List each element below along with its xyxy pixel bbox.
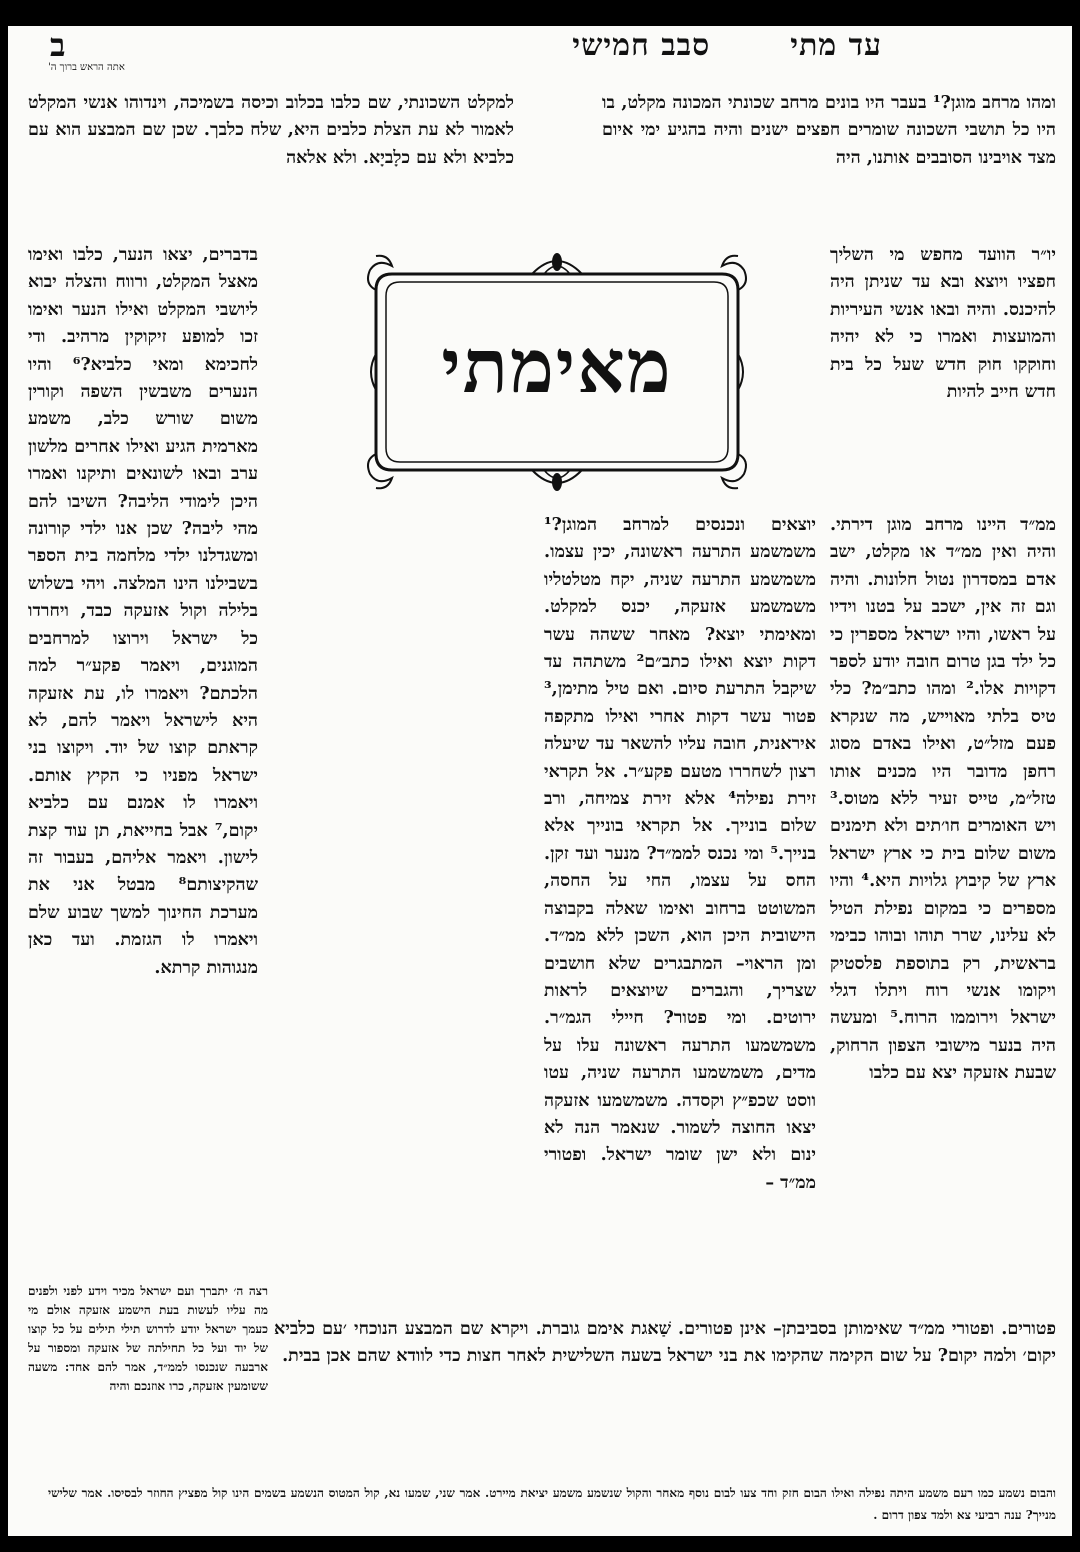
middle-column	[544, 512, 816, 1316]
left-column-narrow	[28, 242, 258, 1278]
running-title	[572, 28, 882, 63]
paragraph: יוצאים ונכנסים למרחב המוגן?¹ משמשמע התרעה ראשונה, יכין עצמו. משמשמע התרעה שניה, יקח מטלטליו משמשמע אזעקה, יכנס למקלט. ומאימתי יוצא? מאחר ששהה עשר דקות יוצא ואילו כתב״ם² משתהה עד שיקבל התרעת סיום. ואם טיל מתימן,³ פטור עשר דקות אחרי ואילו מתקפה איראנית, חובה עליו להשאר עד שיעלה רצון לשחררו מטעם פקע״ר. אל תקראי זירת נפילה⁴ אלא זירת צמיחה, ורב שלום בונייך. אל תקראי בונייך אלא בנייך.⁵ ומי נכנס לממ״ד? מנער ועד זקן. החס על עצמו, החי על החסה, המשוטט ברחוב ואימו שאלה בקבוצה הישובית היכן הוא, השכן ללא ממ״ד. ומן הראוי– המתבגרים שלא חושבים שצריך, והגברים שיוצאים לראות ירוטים. ומי פטור? חיילי הגמ״ר. משמשמעו התרעה ראשונה עלו על מדים, משמשמעו התרעה שניה, עטו ווסט שכפ״ץ וקסדה. משמשמעו אזעקה יצאו החוצה לשמור. שנאמר הנה לא ינום ולא ישן שומר ישראל. ופטורי ממ״ד –	[544, 515, 816, 1193]
paragraph: יו״ר הוועד מחפש מי השליך חפציו ויוצא ובא עד שניתן היה להיכנס. והיה ובאו אנשי העיריות והמועצות ואמרו כי לא יהיה וחוקקו חוק חדש שעל כל בית חדש חייב להיות	[830, 245, 1056, 403]
header-blessing: אתה הראש ברוך ה'	[48, 62, 125, 73]
paragraph: רצה ה׳ יתברך ועם ישראל מכיר וידע לפני ולפנים מה עליו לעשות בעת הישמע אזעקה אולם מי כעמך ישראל יודע לדרוש תילי תילים על כל קוצו של יוד ועל כל תחילתה של אזעקה ומספור על ארבעה שנכנסו לממ״ד, אמר להם אחד: משעה ששומעין אזעקה, כרו אוזנכם והיה	[28, 1284, 268, 1393]
footnotes: והבום נשמע כמו רעם משמע היתה נפילה ואילו הבום חזק וחד צעו לבום נוסף מאחר והקול שנשמע משמע יציאת מיירט. אמר שני, שמעו נא, קול המטוס הנשמע בשמים הינו קול מפציץ החוזר לבסיסו. אמר שלישי מנייך? ענה רביעי צא ולמד צפון דרום .	[48, 1486, 1056, 1522]
running-title-left: עד מתי	[790, 28, 882, 63]
paragraph: למקלט השכונתי, שם כלבו בכלוב וכיסה בשמיכה, וינדוהו אנשי המקלט לאמור לא עת הצלת כלבים היא, שלח כלבך. שכן שם המבצע הוא עם כלביא ולא עם כלָביָא. ולא אלאה	[28, 93, 514, 168]
side-note	[28, 1282, 268, 1478]
headword: מאימתי	[441, 324, 673, 410]
paragraph: ומהו מרחב מוגן?¹ בעבר היו בונים מרחב שכונתי המכונה מקלט, בו היו כל תושבי השכונה שומרים חפצים ישנים והיה בהגיע ימי איום מצד אויבינו הסובבים אותנו, היה	[602, 93, 1056, 168]
paragraph: ממ״ד היינו מרחב מוגן דירתי. והיה ואין ממ״ד או מקלט, ישב אדם במסדרון נטול חלונות. והיה וגם זה אין, ישכב על בטנו וידיו על ראשו, והיו ישראל מספרין כי כל ילד בגן טרום חובה יודע לספר דקויות אלו.² ומהו כתב״מ? כלי טיס בלתי מאוייש, מה שנקרא פעם מזל״ט, ואילו באדם מסוג רחפן מדובר היו מכנים אותו טזל״מ, טייס זעיר ללא מטוס.³ ויש האומרים חו׳תים ולא תימנים משום שלום בית כי ארץ ישראל ארץ של קיבוץ גלויות היא.⁴ והיו מספרים כי במקום נפילת הטיל לא עלינו, שרר תוהו ובוהו כבימי בראשית, רק בתוספת פלסטיק ויקומו אנשי רוח ויתלו דגלי ישראל וירוממו הרוח.⁵ ומעשה היה בנער מישובי הצפון הרחוק, שבעת אזעקה יצא עם כלבו	[830, 515, 1056, 1084]
right-column-lower	[830, 512, 1056, 1316]
page	[8, 26, 1072, 1536]
running-title-right: סבב חמישי	[572, 28, 711, 63]
right-column-top	[602, 90, 1056, 240]
page-number: ב	[50, 26, 66, 64]
left-column-top	[28, 90, 514, 240]
paragraph: פטורים. ופטורי ממ״ד שאימותן בסביבתן– אינן פטורים. שַׁאגת אימם גוברת. ויקרא שם המבצע הנוכחי ׳עם כלביא יקום׳ ולמה יקום? על שום הקימה שהקימו את בני ישראל בשעה השלישית לאחר חצות כדי לוודא שהם אכן בבית.	[274, 1319, 1056, 1367]
page-header	[8, 26, 1072, 73]
headword-frame	[362, 244, 752, 500]
right-column-narrow	[830, 242, 1056, 512]
bottom-text	[274, 1316, 1056, 1466]
paragraph: בדברים, יצאו הנער, כלבו ואימו מאצל המקלט, ורווח והצלה יבוא ליושבי המקלט ואילו הנער ואימו זכו למופע זיקוקין מרהיב. ודי לחכימא ומאי כלביא?⁶ והיו הנערים משבשין השפה וקורין משום שורש כלב, משמע מארמית הגיע ואילו אחרים מלשון ערב ובאו לשונאים ותיקנו ואמרו היכן לימודי הליבה? השיבו להם מהי ליבה? שכן אנו ילדי קורונה ומשגדלנו ילדי מלחמה בית הספר בשבילנו הינו המלצה. ויהי בשלוש בלילה וקול אזעקה כבד, ויחרדו כל ישראל וירוצו למרחבים המוגנים, ויאמר פקע״ר למה הלכתם? ויאמרו לו, עת אזעקה היא לישראל ויאמר להם, לא קראתם קוצו של יוד. ויקוצו בני ישראל מפניו כי הקיץ אותם. ויאמרו לו אמנם עם כלביא יקום,⁷ אבל בחייאת, תן עוד קצת לישון. ויאמר אליהם, בעבור זה שהקיצותם⁸ מבטל אני את מערכת החינוך למשך שבוע שלם ויאמרו לו הגזמת. ועד כאן מנגוהות קרתא.	[28, 245, 258, 978]
